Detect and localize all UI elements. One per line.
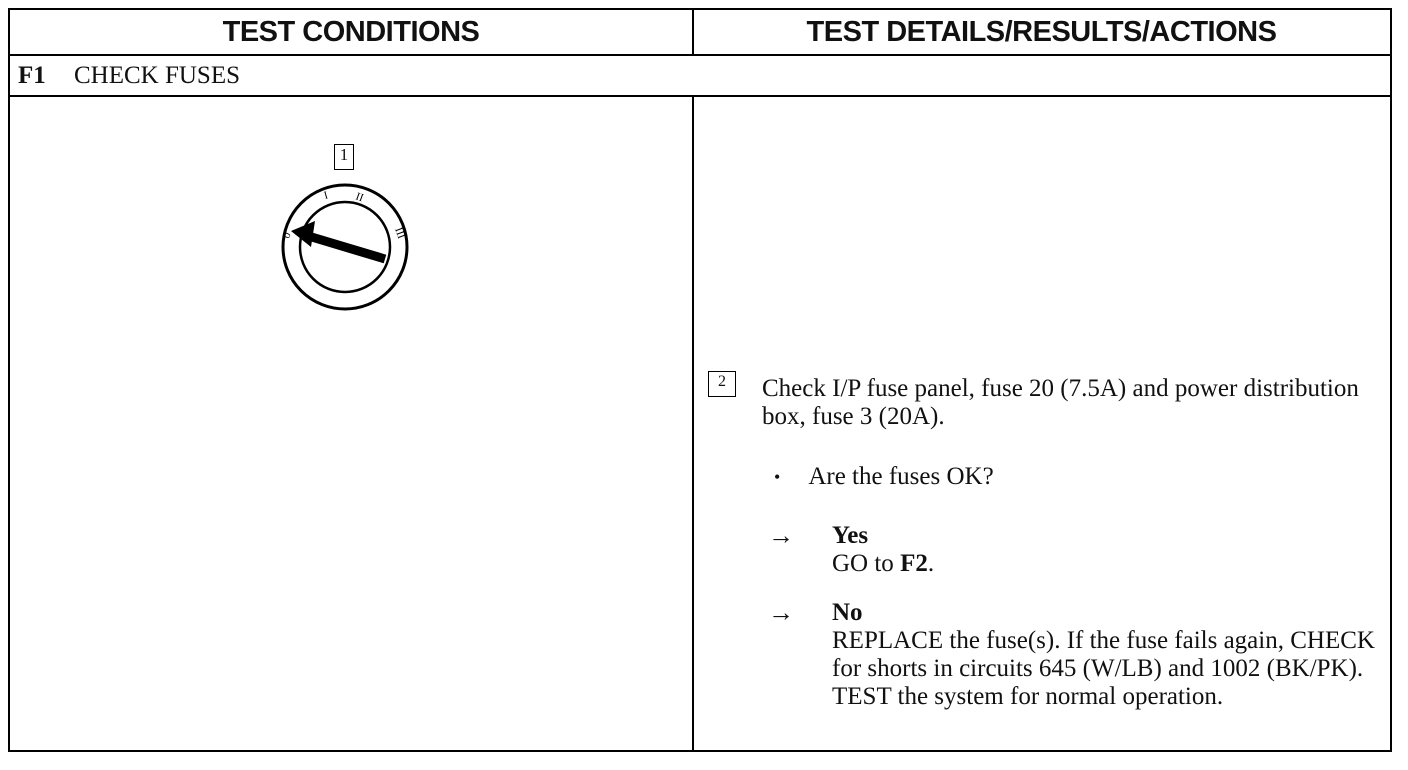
answer-yes-title: Yes — [832, 522, 869, 549]
step-title-row — [10, 56, 1390, 95]
question — [774, 463, 994, 491]
switch-pos-2: II — [353, 190, 365, 205]
ignition-switch-icon — [275, 177, 415, 317]
test-conditions-cell — [10, 97, 692, 750]
answer-yes-ref: F2 — [900, 550, 928, 577]
header-test-details: TEST DETAILS/RESULTS/ACTIONS — [806, 15, 1277, 48]
question-text: Are the fuses OK? — [808, 463, 994, 490]
arrow-right-icon: → — [768, 521, 794, 550]
switch-pos-0: 0 — [280, 230, 294, 241]
answer-yes-text — [832, 550, 1392, 578]
arrow-right-icon: → — [768, 598, 794, 627]
answer-no — [768, 599, 1392, 711]
callout-2: 2 — [708, 371, 736, 397]
test-details-cell — [694, 97, 1390, 750]
switch-pos-3: III — [392, 225, 408, 241]
answer-no-text: REPLACE the fuse(s). If the fuse fails again, CHECK for shorts in circuits 645 (W/LB) and 1002 (BK/PK). TEST the system for normal operation. — [832, 627, 1375, 710]
instruction-text: Check I/P fuse panel, fuse 20 (7.5A) and power distribution box, fuse 3 (20A). — [762, 375, 1359, 430]
answer-yes — [768, 522, 1392, 578]
callout-1: 1 — [334, 144, 354, 170]
test-table — [8, 8, 1392, 752]
answer-no-title: No — [832, 599, 863, 626]
answer-yes-suffix: . — [927, 550, 935, 577]
switch-pos-1: I — [322, 189, 330, 202]
answer-yes-prefix: GO to — [832, 550, 901, 577]
step-title: CHECK FUSES — [74, 61, 241, 89]
bullet-icon: • — [774, 467, 781, 487]
step-id: F1 — [18, 61, 46, 89]
header-test-conditions: TEST CONDITIONS — [222, 15, 480, 48]
